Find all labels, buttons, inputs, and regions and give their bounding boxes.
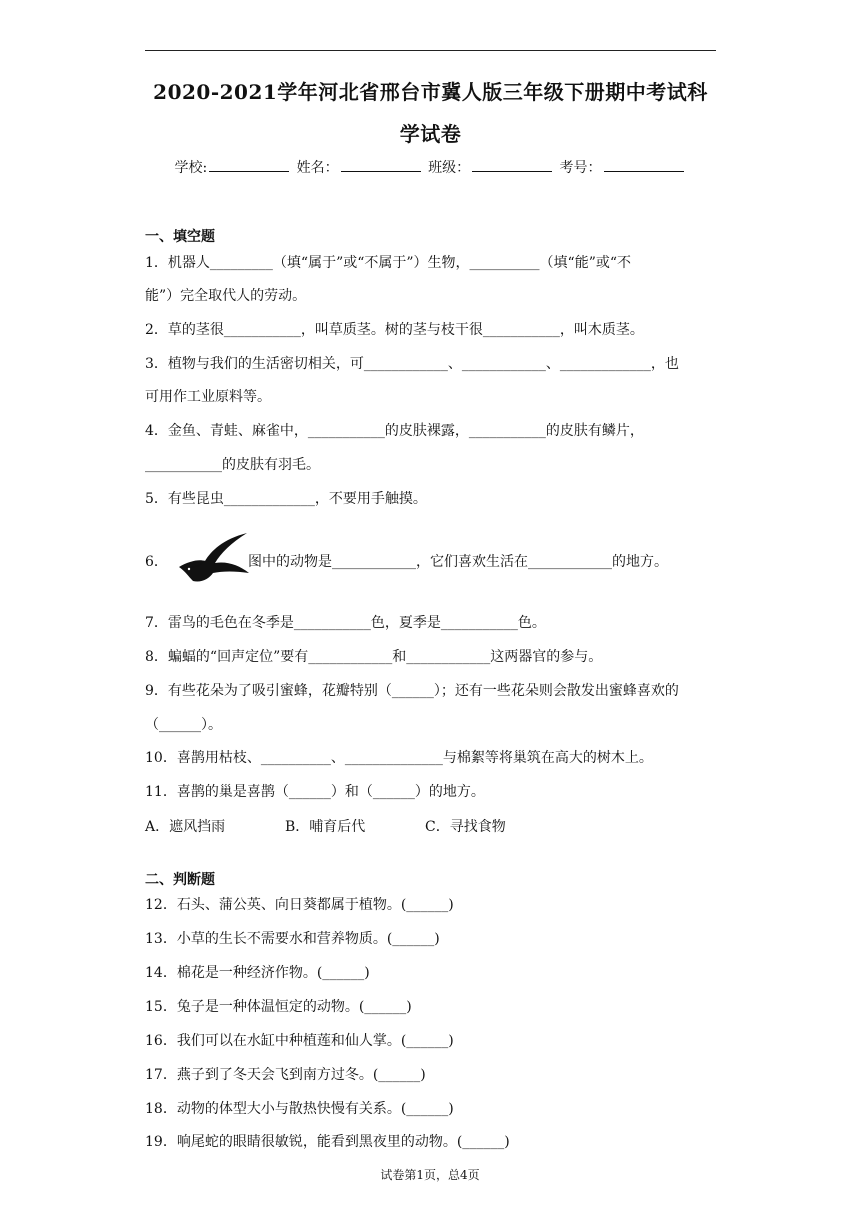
swallow-icon	[175, 531, 251, 589]
question-line: 1．机器人_________（填“属于”或“不属于”）生物，__________（填“能”或“不	[145, 255, 632, 271]
question-line: 7．雷鸟的毛色在冬季是___________色，夏季是___________色。	[145, 615, 546, 631]
exam-title-line1: 2020-2021学年河北省邢台市冀人版三年级下册期中考试科	[153, 80, 708, 104]
student-info-row	[145, 157, 716, 177]
option-b[interactable]: B．哺育后代	[285, 819, 366, 835]
section-fill-heading: 一、填空题	[145, 229, 215, 245]
school-blank[interactable]	[209, 157, 289, 172]
section-judge-heading: 二、判断题	[145, 872, 215, 888]
question-line: ___________的皮肤有羽毛。	[145, 457, 320, 473]
option-c[interactable]: C．寻找食物	[425, 819, 506, 835]
question-line: 2．草的茎很___________，叫草质茎。树的茎与枝干很___________，叫木质茎。	[145, 322, 644, 338]
answer-options	[145, 816, 506, 836]
judge-line: 17．燕子到了冬天会飞到南方过冬。(______)	[145, 1067, 426, 1083]
question-line: 3．植物与我们的生活密切相关，可____________、____________、_____________，也	[145, 356, 679, 372]
judge-line: 13．小草的生长不需要水和营养物质。(______)	[145, 931, 440, 947]
judge-line: 12．石头、蒲公英、向日葵都属于植物。(______)	[145, 897, 454, 913]
question-6	[145, 531, 717, 591]
exam-title-line2: 学试卷	[399, 122, 462, 146]
option-a[interactable]: A．遮风挡雨	[145, 819, 226, 835]
question-line: 8．蝙蝠的“回声定位”要有____________和____________这两器官的参与。	[145, 649, 603, 665]
name-label: 姓名：	[296, 160, 339, 176]
name-blank[interactable]	[341, 157, 421, 172]
question-number: 6．	[145, 554, 168, 570]
question-text: 图中的动物是____________，它们喜欢生活在____________的地方。	[248, 554, 668, 570]
school-label: 学校:	[174, 160, 208, 176]
exam-number-blank[interactable]	[604, 157, 684, 172]
judge-line: 18．动物的体型大小与散热快慢有关系。(______)	[145, 1101, 454, 1117]
question-line: 10．喜鹊用枯枝、__________、______________与棉絮等将巢筑在高大的树木上。	[145, 750, 653, 766]
question-line: 可用作工业原料等。	[145, 389, 271, 405]
judge-line: 16．我们可以在水缸中种植莲和仙人掌。(______)	[145, 1033, 454, 1049]
question-line: 9．有些花朵为了吸引蜜蜂，花瓣特别（______）；还有一些花朵则会散发出蜜蜂喜欢的	[145, 683, 679, 699]
class-label: 班级：	[428, 160, 471, 176]
judge-line: 14．棉花是一种经济作物。(______)	[145, 965, 370, 981]
page-footer: 试卷第1页，总4页	[380, 1168, 480, 1182]
judge-line: 15．兔子是一种体温恒定的动物。(______)	[145, 999, 412, 1015]
header-rule	[145, 50, 716, 51]
exam-number-label: 考号：	[559, 160, 602, 176]
question-line: 4．金鱼、青蛙、麻雀中，___________的皮肤裸露，___________的皮肤有鳞片，	[145, 423, 644, 439]
question-line: 5．有些昆虫_____________，不要用手触摸。	[145, 491, 427, 507]
question-line: 11．喜鹊的巢是喜鹊（______）和（______）的地方。	[145, 784, 485, 800]
question-line: 能”）完全取代人的劳动。	[145, 288, 307, 304]
class-blank[interactable]	[472, 157, 552, 172]
question-line: （______）。	[145, 717, 222, 733]
judge-line: 19．响尾蛇的眼睛很敏锐，能看到黑夜里的动物。(______)	[145, 1134, 510, 1150]
